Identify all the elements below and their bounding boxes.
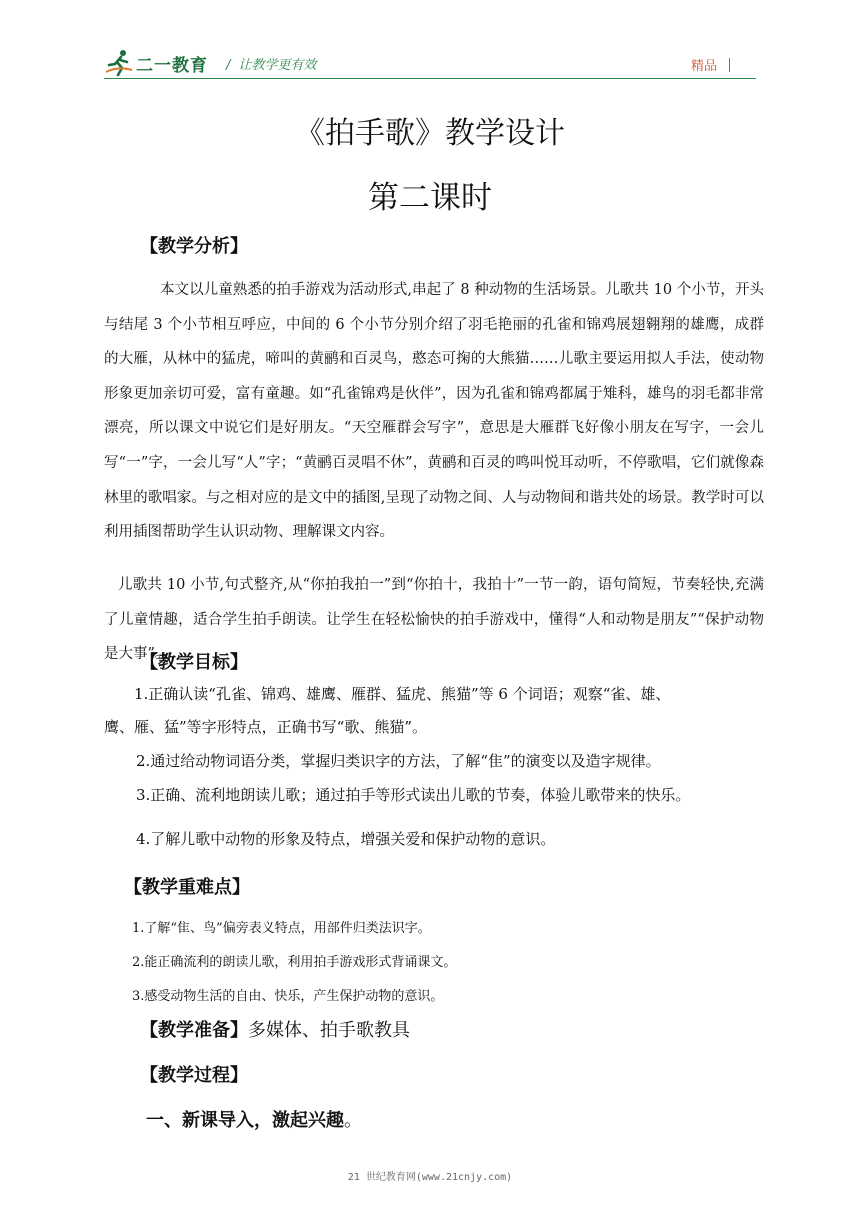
header-divider [104, 78, 756, 79]
heading-objectives: 【教学目标】 [140, 652, 248, 673]
key-point-2: 2.能正确流利的朗读儿歌，利用拍手游戏形式背诵课文。 [132, 955, 457, 970]
objective-3: 3.正确、流利地朗读儿歌；通过拍手等形式读出儿歌的节奏，体验儿歌带来的快乐。 [136, 786, 691, 804]
page-footer: 21 世纪教育网(www.21cnjy.com) [347, 1172, 513, 1183]
slogan: / 让教学更有效 [226, 57, 317, 73]
heading-process: 【教学过程】 [140, 1065, 248, 1086]
key-point-3: 3.感受动物生活的自由、快乐，产生保护动物的意识。 [132, 989, 444, 1004]
analysis-paragraph-1: 本文以儿童熟悉的拍手游戏为活动形式,串起了 8 种动物的生活场景。儿歌共 10 个小节，开头与结尾 3 个小节相互呼应，中间的 6 个小节分别介绍了羽毛艳丽的孔雀和锦鸡展翅翱翔的雄鹰，成群的大雁，从林中的猛虎，啼叫的黄鹂和百灵鸟，憨态可掬的大熊猫……儿歌主要运用拟人手法，使动物形象更加亲切可爱，富有童趣。如“孔雀锦鸡是伙伴”，因为孔雀和锦鸡都属于雉科，雄鸟的羽毛都非常漂亮，所以课文中说它们是好朋友。“天空雁群会写字”，意思是大雁群飞好像小朋友在写字，一会儿写“一”字，一会儿写“人”字；“黄鹂百灵唱不休”，黄鹂和百灵的鸣叫悦耳动听，不停歌唱，它们就像森林里的歌唱家。与之相对应的是文中的插图,呈现了动物之间、人与动物间和谐共处的场景。教学时可以利用插图帮助学生认识动物、理解课文内容。 [104, 282, 764, 541]
analysis-paragraph-2: 儿歌共 10 小节,句式整齐,从“你拍我拍一”到“你拍十，我拍十”一节一韵，语句简短，节奏轻快,充满了儿童情趣，适合学生拍手朗读。让学生在轻松愉快的拍手游戏中，懂得“人和动物是朋友”“保护动物是大事”。 [104, 577, 764, 663]
preparation [140, 1016, 410, 1042]
logo [104, 48, 316, 78]
heading-preparation: 【教学准备】 [140, 1020, 248, 1041]
objective-4: 4.了解儿歌中动物的形象及特点，增强关爱和保护动物的意识。 [136, 830, 556, 848]
document-subtitle: 第二课时 [368, 180, 492, 216]
objective-1-line-1: 1.正确认读“孔雀、锦鸡、雄鹰、雁群、猛虎、熊猫”等 6 个词语；观察“雀、雄、 [134, 685, 671, 703]
objective-2: 2.通过给动物词语分类，掌握归类识字的方法，了解“隹”的演变以及造字规律。 [136, 752, 661, 770]
quality-badge: 精品 [691, 55, 730, 74]
process-step-1: 一、新课导入，激起兴趣。 [146, 1110, 362, 1131]
heading-key-points: 【教学重难点】 [124, 877, 250, 898]
page-header [0, 0, 860, 90]
heading-analysis: 【教学分析】 [140, 236, 248, 257]
document-title: 《拍手歌》教学设计 [295, 116, 565, 151]
runner-logo-icon [104, 48, 134, 78]
objective-1-line-2: 鹰、雁、猛”等字形特点，正确书写“歌、熊猫”。 [104, 718, 428, 736]
preparation-content: 多媒体、拍手歌教具 [248, 1020, 410, 1041]
logo-text: 二一教育 [136, 55, 208, 76]
key-point-1: 1.了解“隹、鸟”偏旁表义特点，用部件归类法识字。 [132, 921, 431, 936]
